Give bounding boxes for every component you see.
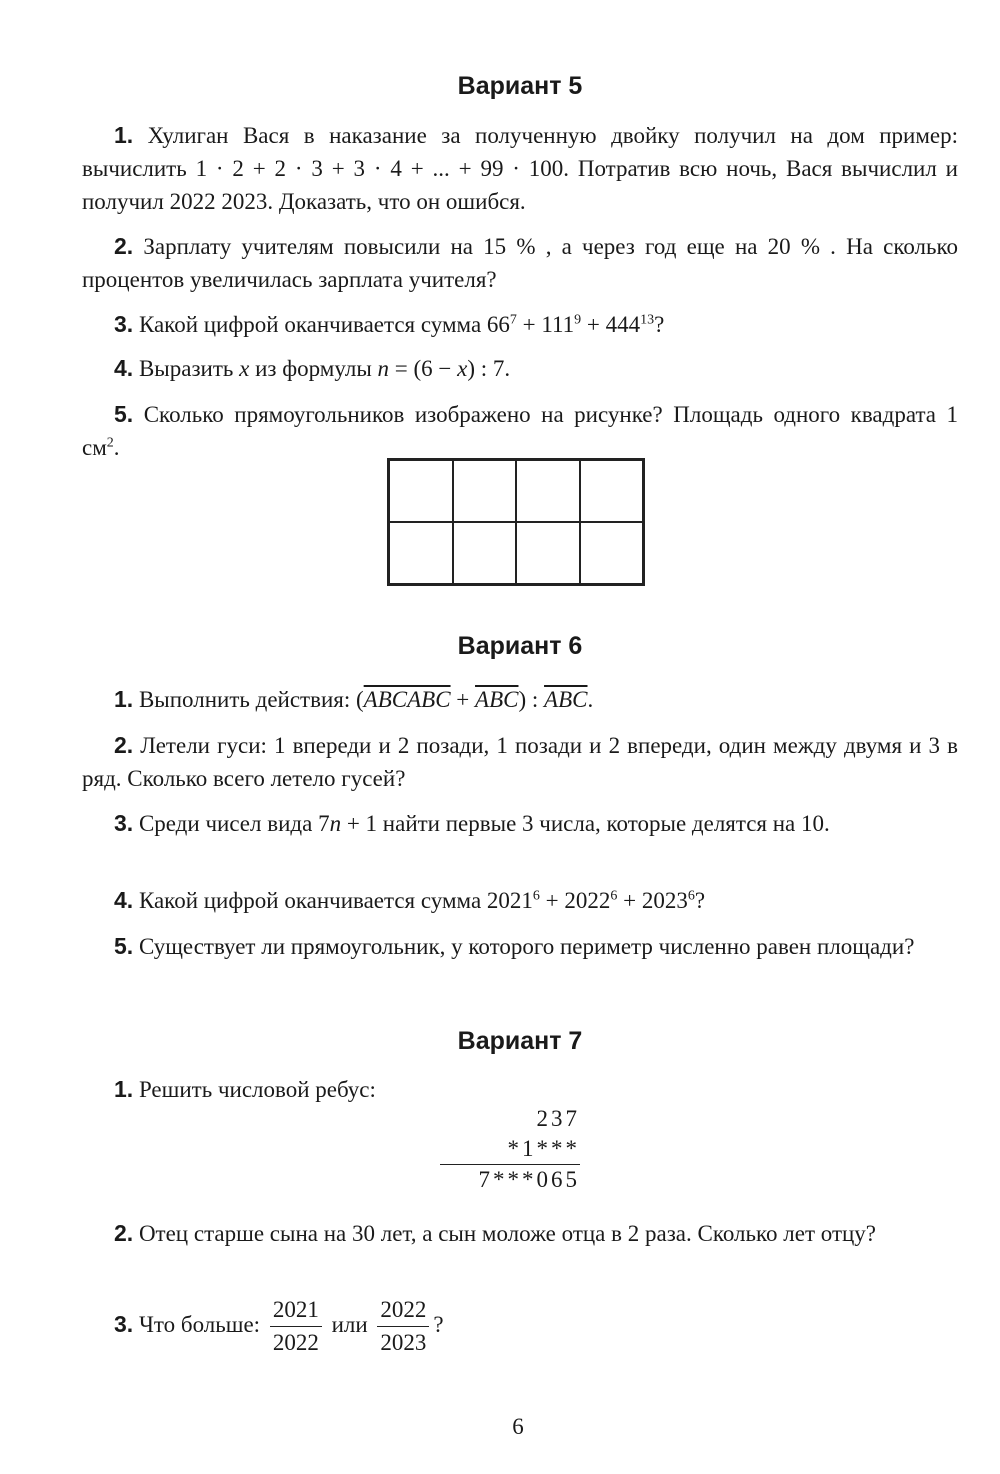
variable: n [329, 811, 342, 836]
rectangle-grid-figure [387, 458, 645, 586]
task-number: 3. [114, 311, 134, 337]
task-text: Существует ли прямоугольник, у которого периметр численно равен площади? [138, 934, 915, 959]
overlined-number: ABCABC [363, 687, 451, 712]
v6-task-1 [82, 683, 958, 716]
task-text: или [331, 1311, 368, 1337]
rebus-result: 7***065 [440, 1164, 580, 1195]
task-number: 2. [114, 732, 134, 758]
task-text: . [587, 687, 594, 712]
task-text: . [113, 435, 120, 460]
task-text: + 1 найти первые 3 числа, которые делятся на 10. [341, 811, 830, 836]
grid-cell [580, 522, 644, 584]
task-text: + [450, 687, 476, 712]
exponent: 6 [532, 888, 540, 904]
exponent: 6 [610, 888, 618, 904]
v5-task-4 [82, 352, 958, 385]
task-number: 1. [114, 1076, 134, 1102]
task-number: 3. [114, 1310, 134, 1337]
v6-task-4 [82, 884, 958, 917]
task-text: + 2023 [617, 888, 688, 913]
rebus-row-2: *1*** [507, 1136, 580, 1161]
exponent: 9 [574, 312, 582, 328]
number-rebus [440, 1104, 580, 1195]
task-number: 2. [114, 1220, 134, 1246]
grid-cell [389, 460, 453, 522]
task-text: Летели гуси: 1 впереди и 2 позади, 1 позади и 2 впереди, один между двумя и 3 в ряд. Сколько всего летело гусей? [82, 733, 958, 791]
fraction-1 [270, 1294, 322, 1359]
variable: x [457, 356, 468, 381]
task-text: Что больше: [138, 1311, 261, 1337]
variable: n [377, 356, 390, 381]
task-text: + 111 [516, 312, 575, 337]
exponent: 6 [687, 888, 695, 904]
exponent: 13 [640, 312, 655, 328]
grid-cell [453, 460, 517, 522]
v7-task-1 [82, 1073, 958, 1106]
task-text: Какой цифрой оканчивается сумма 66 [138, 312, 510, 337]
task-text: Решить числовой ребус: [138, 1077, 376, 1102]
task-text: ) : 7. [467, 356, 511, 381]
overlined-number: $\overline{ABC}$ [475, 687, 519, 712]
grid-cell [516, 522, 580, 584]
task-text: ? [694, 888, 706, 913]
v5-task-5 [82, 398, 958, 464]
task-text: Отец старше сына на 30 лет, а сын моложе отца в 2 раза. Сколько лет отцу? [138, 1221, 877, 1246]
task-text: Сколько прямоугольников изображено на рисунке? Площадь одного квадрата 1 см [82, 402, 958, 460]
task-text: из формулы [249, 356, 378, 381]
task-text: ? [654, 312, 665, 337]
v5-task-2 [82, 230, 958, 296]
task-number: 2. [114, 233, 134, 259]
task-text: + 444 [581, 312, 641, 337]
v5-task-1 [82, 119, 958, 218]
variant-6-heading: Вариант 6 [457, 632, 583, 660]
task-number: 5. [114, 401, 134, 427]
v6-task-3 [82, 807, 958, 840]
task-text: + 2022 [539, 888, 611, 913]
task-text: ? [433, 1311, 444, 1337]
variant-5-heading: Вариант 5 [457, 72, 583, 100]
grid-cell [453, 522, 517, 584]
exponent: 2 [106, 435, 114, 451]
task-number: 4. [114, 887, 134, 913]
v5-task-3 [82, 308, 958, 341]
task-text: = (6 − [389, 356, 458, 381]
fraction-numerator: 2021 [270, 1294, 322, 1327]
task-number: 4. [114, 355, 134, 381]
v6-task-5 [82, 930, 958, 963]
variant-7-heading: Вариант 7 [457, 1027, 583, 1055]
rebus-row-1: 237 [536, 1106, 580, 1131]
task-text: Какой цифрой оканчивается сумма 2021 [138, 888, 533, 913]
page-number: 6 [512, 1414, 524, 1439]
task-number: 1. [114, 686, 134, 712]
task-text: Выразить [138, 356, 240, 381]
fraction-2 [377, 1294, 429, 1359]
overlined-number: $\overline{ABC}$ [544, 687, 588, 712]
fraction-denominator: 2022 [272, 1330, 319, 1355]
task-text: Зарплату учителям повысили на 15 % , а через год еще на 20 % . На сколько процентов увеличилась зарплата учителя? [82, 234, 958, 292]
task-text: Хулиган Вася в наказание за полученную двойку получил на дом пример: вычислить 1 · 2 + 2 · 3 + 3 · 4 + ... + 99 · 100. Потратив всю ночь, Вася вычислил и получил 2022 2023. Доказать, что он ошибся. [82, 123, 958, 214]
exponent: 7 [509, 312, 517, 328]
task-number: 1. [114, 122, 134, 148]
grid-cell [580, 460, 644, 522]
task-number: 5. [114, 933, 134, 959]
v6-task-2 [82, 729, 958, 795]
task-text: Выполнить действия: ( [138, 687, 364, 712]
fraction-denominator: 2023 [380, 1330, 427, 1355]
fraction-numerator: 2022 [377, 1294, 429, 1327]
task-number: 3. [114, 810, 134, 836]
task-text: Среди чисел вида 7 [138, 811, 330, 836]
v7-task-3 [82, 1294, 958, 1359]
grid-cell [516, 460, 580, 522]
grid-cell [389, 522, 453, 584]
variable: x [239, 356, 250, 381]
v7-task-2 [82, 1217, 958, 1250]
task-text: ) : [518, 687, 545, 712]
